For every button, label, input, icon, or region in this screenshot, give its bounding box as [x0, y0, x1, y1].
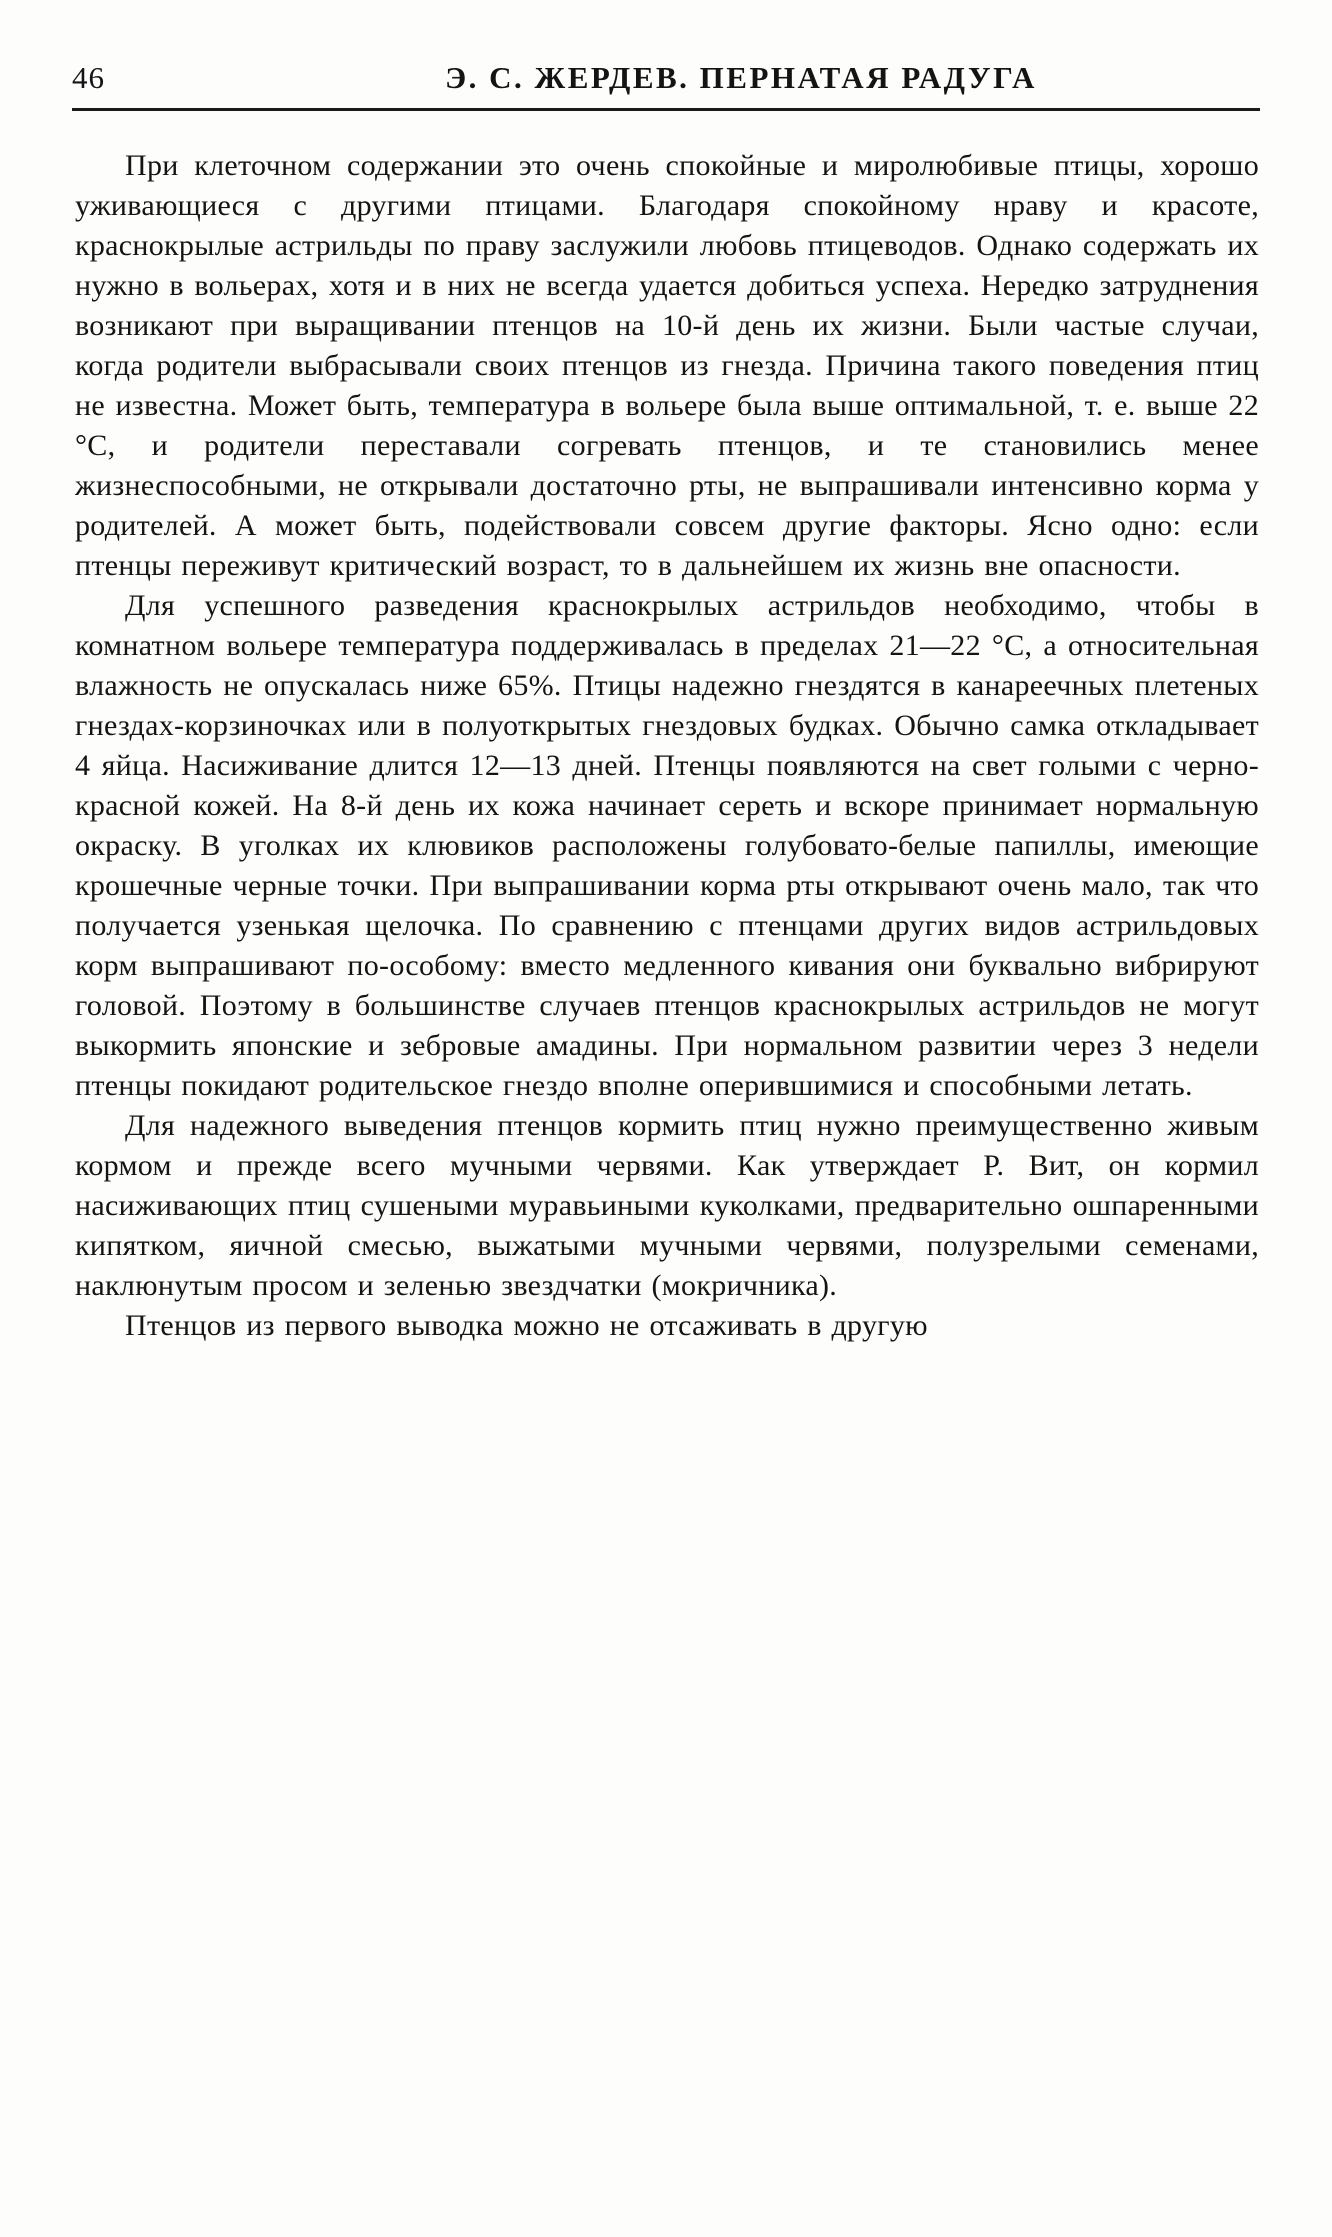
paragraph: Для успешного разведения краснокрылых астрильдов необходимо, чтобы в комнатном вольере температура поддерживалась в пределах 21—22 °С, а относительная влажность не опускалась ниже 65%. Птицы надежно гнездятся в канареечных плетеных гнездах-корзиночках или в полуоткрытых гнездовых будках. Обычно самка откладывает 4 яйца. Насиживание длится 12—13 дней. Птенцы появляются на свет голыми с черно-красной кожей. На 8-й день их кожа начинает сереть и вскоре принимает нормальную окраску. В уголках их клювиков расположены голубовато-белые папиллы, имеющие крошечные черные точки. При выпрашивании корма рты открывают очень мало, так что получается узенькая щелочка. По сравнению с птенцами других видов астрильдовых корм выпрашивают по-особому: вместо медленного кивания они буквально вибрируют головой. Поэтому в большинстве случаев птенцов краснокрылых астрильдов не могут выкормить японские и зебровые амадины. При нормальном развитии через 3 недели птенцы покидают родительское гнездо вполне оперившимися и способными летать. [75, 589, 1259, 1102]
paragraph: Птенцов из первого выводка можно не отсаживать в другую [125, 1309, 928, 1342]
page-header [72, 60, 1260, 96]
page-number: 46 [72, 60, 105, 95]
paragraph: Для надежного выведения птенцов кормить птиц нужно преимущественно живым кормом и прежде всего мучными червями. Как утверждает Р. Вит, он кормил насиживающих птиц сушеными муравьиными куколками, предварительно ошпаренными кипятком, яичной смесью, выжатыми мучными червями, полузрелыми семенами, наклюнутым просом и зеленью звездчатки (мокричника). [75, 1109, 1259, 1302]
running-header: Э. С. ЖЕРДЕВ. ПЕРНАТАЯ РАДУГА [445, 60, 1037, 95]
body-text [75, 146, 1259, 1346]
paragraph: При клеточном содержании это очень спокойные и миролюбивые птицы, хорошо уживающиеся с другими птицами. Благодаря спокойному нраву и красоте, краснокрылые астрильды по праву заслужили любовь птицеводов. Однако содержать их нужно в вольерах, хотя и в них не всегда удается добиться успеха. Нередко затруднения возникают при выращивании птенцов на 10-й день их жизни. Были частые случаи, когда родители выбрасывали своих птенцов из гнезда. Причина такого поведения птиц не известна. Может быть, температура в вольере была выше оптимальной, т. е. выше 22 °С, и родители переставали согревать птенцов, и те становились менее жизнеспособными, не открывали достаточно рты, не выпрашивали интенсивно корма у родителей. А может быть, подействовали совсем другие факторы. Ясно одно: если птенцы переживут критический возраст, то в дальнейшем их жизнь вне опасности. [75, 149, 1259, 582]
header-rule [72, 108, 1260, 111]
